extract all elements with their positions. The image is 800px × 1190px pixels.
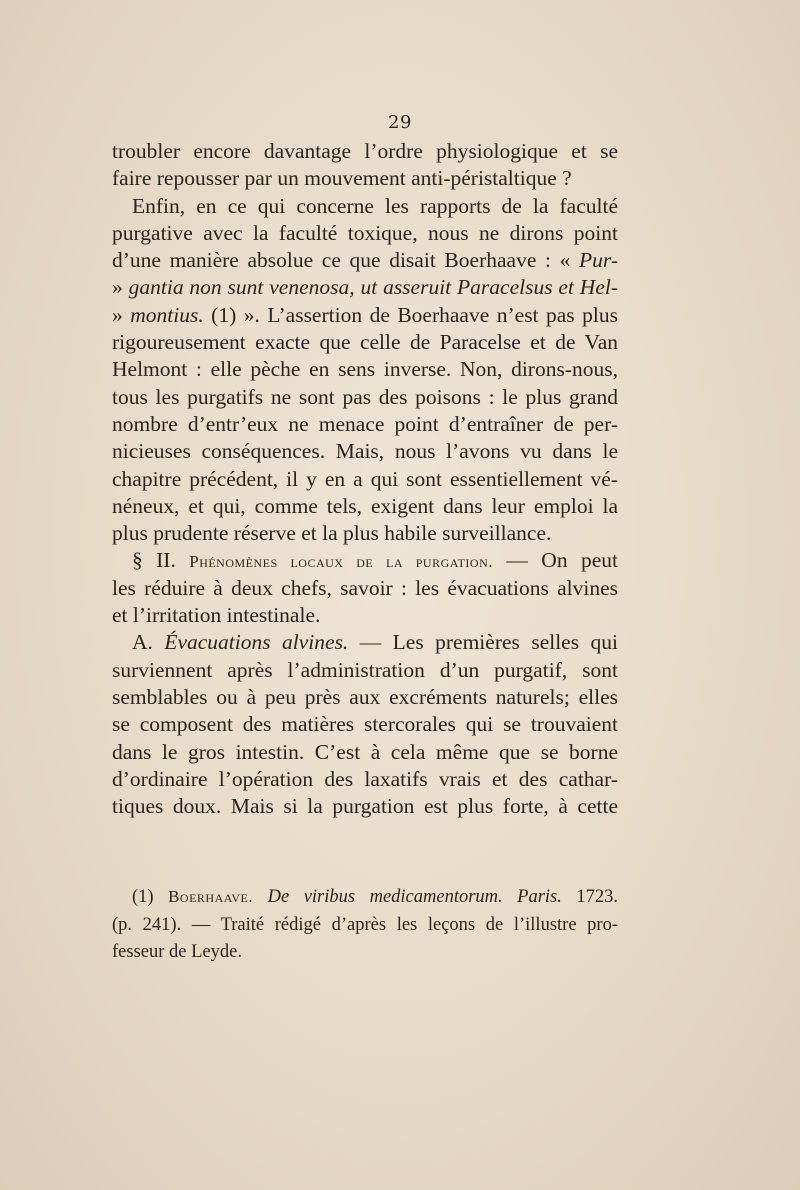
text-line [112, 384, 618, 411]
text-line [112, 411, 618, 438]
text-run: (1) ». L’assertion de Boerhaave n’est pas plus [203, 302, 618, 327]
text-run: » [112, 275, 129, 300]
text-run: (p. 241). — Traité rédigé d’après les leçons de l’illustre pro- [112, 914, 618, 935]
text-line [112, 165, 618, 192]
text-run: » [112, 302, 131, 327]
text-run: faire repousser par un mouvement anti-péristaltique ? [112, 166, 572, 191]
text-run: purgative avec la faculté toxique, nous ne dirons point [112, 220, 618, 245]
text-run: chapitre précédent, il y en a qui sont essentiellement vé- [112, 466, 618, 491]
text-line [112, 793, 618, 820]
text-line [112, 629, 618, 656]
page-number: 29 [388, 112, 412, 133]
text-line [112, 602, 618, 629]
text-run: § II. [132, 548, 190, 573]
footnote-line [112, 912, 618, 940]
text-run: surviennent après l’administration d’un purgatif, sont [112, 657, 618, 682]
text-run: Boerhaave. [168, 887, 254, 906]
text-run: A. [132, 630, 165, 655]
text-line [112, 356, 618, 383]
text-run: troubler encore davantage l’ordre physiologique et se [112, 139, 618, 163]
text-run: semblables ou à peu près aux excréments naturels; elles [112, 684, 618, 709]
text-run: se composent des matières stercorales qui se trouvaient [112, 712, 618, 737]
text-run: et l’irritation intestinale. [112, 603, 321, 628]
text-run: — On peut [493, 548, 618, 573]
footnote-block [112, 883, 618, 967]
text-line [112, 466, 618, 493]
text-run: nombre d’entr’eux ne menace point d’entraîner de per- [112, 411, 618, 436]
text-line [112, 138, 618, 165]
text-run: tous les purgatifs ne sont pas des poisons : le plus grand [112, 384, 618, 409]
text-line [112, 711, 618, 738]
text-line [112, 547, 618, 574]
text-run: montius. [130, 302, 204, 327]
text-run: — Les premières selles qui [348, 630, 618, 655]
text-line [112, 438, 618, 465]
text-line [112, 247, 618, 274]
text-line [112, 520, 618, 547]
footnote-line [112, 939, 618, 967]
text-line [112, 684, 618, 711]
footnote-line [112, 883, 618, 912]
text-line [112, 657, 618, 684]
text-run: nicieuses conséquences. Mais, nous l’avons vu dans le [112, 439, 618, 464]
text-run: Phénomènes locaux de la purgation. [189, 552, 494, 572]
text-run [253, 887, 268, 907]
text-line [112, 193, 618, 220]
text-run: les réduire à deux chefs, savoir : les évacuations alvines [112, 575, 618, 600]
text-line [112, 220, 618, 247]
text-run: Helmont : elle pèche en sens inverse. Non, dirons-nous, [112, 357, 618, 382]
text-line [112, 302, 618, 329]
text-run: (1) [132, 887, 169, 907]
text-line [112, 739, 618, 766]
text-run: Enfin, en ce qui concerne les rapports de la faculté [132, 193, 618, 218]
text-line [112, 575, 618, 602]
text-run: De viribus medicamentorum. Paris. [267, 887, 562, 907]
text-run: d’ordinaire l’opération des laxatifs vrais et des cathar- [112, 766, 618, 791]
text-run: plus prudente réserve et la plus habile surveillance. [112, 521, 552, 546]
text-line [112, 329, 618, 356]
text-run: dans le gros intestin. C’est à cela même que se borne [112, 739, 618, 764]
text-run: tiques doux. Mais si la purgation est plus forte, à cette [112, 794, 618, 819]
text-line [112, 274, 618, 301]
text-line [112, 493, 618, 520]
text-run: Pur- [579, 248, 618, 273]
text-run: fesseur de Leyde. [112, 942, 242, 962]
text-run: 1723. [561, 887, 618, 907]
body-text [112, 138, 618, 820]
text-run: Évacuations alvines. [164, 630, 349, 655]
text-run: gantia non sunt venenosa, ut asseruit Paracelsus et Hel- [128, 275, 619, 300]
text-run: d’une manière absolue ce que disait Boerhaave : « [112, 248, 580, 273]
text-run: néneux, et qui, comme tels, exigent dans leur emploi la [112, 493, 618, 518]
text-run: rigoureusement exacte que celle de Paracelse et de Van [112, 330, 618, 355]
text-line [112, 766, 618, 793]
